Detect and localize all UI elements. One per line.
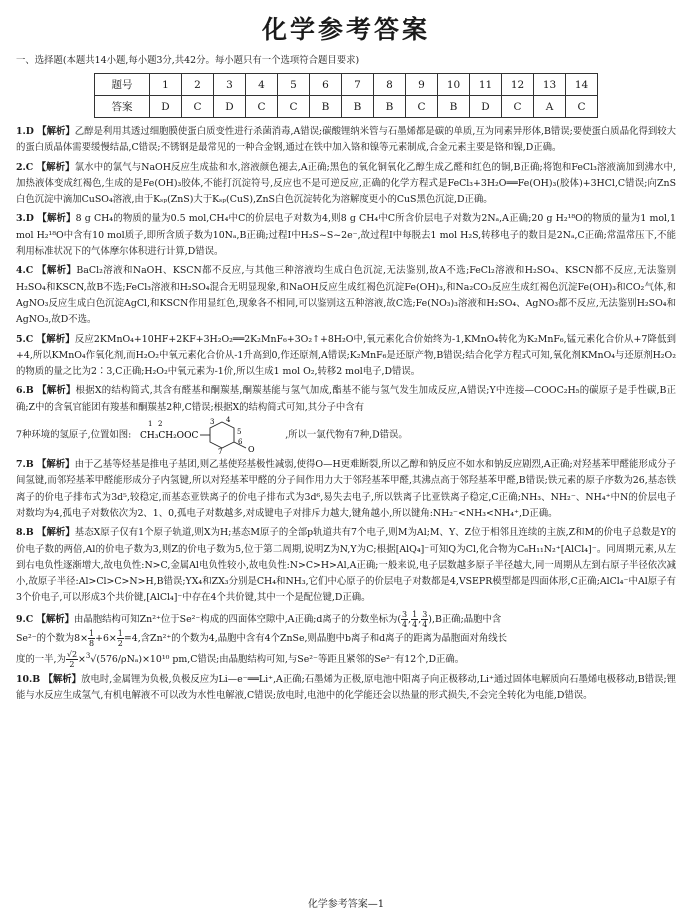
- item-head: 6.B 【解析】: [16, 385, 76, 397]
- denominator: 4: [412, 619, 418, 629]
- question-number: 7: [342, 74, 374, 96]
- item-head: 2.C 【解析】: [16, 161, 75, 173]
- answer-cell: D: [150, 96, 182, 118]
- question-number: 8: [374, 74, 406, 96]
- answer-cell: C: [246, 96, 278, 118]
- row-header-question: 题号: [95, 74, 150, 96]
- answer-row: [95, 96, 598, 118]
- position-label: 1: [148, 420, 153, 429]
- numerator: √2: [66, 649, 78, 659]
- explanation-5: [16, 332, 676, 381]
- item-text: 乙醇是利用其透过细胞膜使蛋白质变性进行杀菌消毒,A错误;碳酸锂纳米管与石墨烯都是碳的单质,互为同素异形体,B错误;要使蛋白质晶化得到较大的蛋白质晶体需要缓慢结晶,C错误;不锈钢是最常见的一种合金钢,通过在铁中加入铬和镍等元素制成,合金元素主要是铬和镍,D正确。: [16, 126, 676, 154]
- answer-table: [94, 73, 598, 118]
- item-text: 根据X的结构简式,其含有醛基和酮羰基,酮羰基能与氢气加成,酯基不能与氢气发生加成反应,A错误;Y中连接—COOC₂H₅的碳原子是手性碳,B正确;Z中的含氧官能团有羧基和酮羰基2种,C错误;根据X的结构简式可知,其分子中含有: [16, 385, 676, 413]
- item-text: BaCl₂溶液和NaOH、KSCN都不反应,与其他三种溶液均生成白色沉淀,无法鉴别,故A不选;FeCl₂溶液和H₂SO₄、KSCN都不反应,无法鉴别H₂SO₄和KSCN,故B不选;FeCl₃溶液和H₂SO₄混合无明显现象,和NaOH反应生成红褐色沉淀Fe(OH)₃,和Na₂CO₃反应生成红褐色沉淀Fe(OH)₃和CO₂气体,和AgNO₃反应生成白色沉淀AgCl,和KSCN作用显红色,现象各不相同,可以鉴别这五种溶液,故C选;Fe(NO₃)₃溶液和H₂SO₄、AgNO₃都不反应,无法鉴别H₂SO₄和AgNO₃,故D不选。: [16, 265, 677, 326]
- fraction: [411, 610, 418, 629]
- item-head: 4.C 【解析】: [16, 265, 77, 277]
- denominator: 8: [89, 638, 95, 648]
- oxygen-label: O: [248, 445, 255, 455]
- fraction: [421, 610, 428, 629]
- explanation-3: [16, 211, 676, 260]
- item-head: 3.D 【解析】: [16, 213, 76, 225]
- item-text: 8 g CH₄的物质的量为0.5 mol,CH₄中C的价层电子对数为4,则8 g CH₄中C所含价层电子对数为2Nₐ,A正确;20 g H₂¹⁸O的物质的量为1 mol,1 mol H₂¹⁸O中含有10 mol质子,即所含质子数为10Nₐ,B正确;过程Ⅰ中H₂S~S~2e⁻,故过程Ⅰ中每脱去1 mol H₂S,转移电子的数目是2Nₐ,C正确;常温常压下,不能利用标准状况下的气体摩尔体积进行计算,D错误。: [16, 213, 676, 258]
- fraction: [66, 650, 78, 669]
- cube-root-expression: √(576/ρNₐ): [90, 653, 143, 665]
- position-label: 4: [226, 416, 231, 425]
- explanation-4: [16, 263, 676, 328]
- item-text: +6×: [95, 632, 117, 644]
- question-number: 5: [278, 74, 310, 96]
- numerator: 3: [402, 609, 408, 619]
- answer-cell: B: [310, 96, 342, 118]
- question-number: 1: [150, 74, 182, 96]
- position-label: 2: [158, 420, 163, 429]
- item-text: 放电时,金属锂为负极,负极反应为Li—e⁻══Li⁺,A正确;石墨烯为正极,原电池中阳离子向正极移动,Li⁺通过固体电解质向石墨烯电极移动,B错误;锂能与水反应生成氢气,有机电解液不可以改为水性电解液,C错误;放电时,电池中的化学能还会以热量的形式损失,不会完全转化为电能,D错误。: [16, 673, 677, 702]
- fraction: [401, 610, 408, 629]
- explanation-1: [16, 124, 676, 157]
- item-head: 1.D 【解析】: [16, 126, 75, 137]
- ester-group-label: CH₃CH₂OOC: [140, 431, 199, 442]
- explanation-9: 9.C 【解析】由晶胞结构可知Zn²⁺位于Se²⁻构成的四面体空隙中,A正确;d离子的分数坐标为( $\frac{3}{4}$ , $\frac{1}{4}$ , $\frac{3}{4}$ ),B正确;晶胞中含 Se²⁻的个数为8× $\frac{1}{8}$ +6× $\frac{1}{2}$ =4,含Zn²⁺的个数为4,晶胞中含有4个ZnSe,则晶胞中b离子和d离子的距离为晶胞面对角线长 度的一半,为 $\frac{√2}{2}$ ×$^3$√(576/ρNₐ)×10¹⁰ pm,C错误;由晶胞结构可知,与Se²⁻等距且紧邻的Se²⁻有12个,D正确。: [16, 609, 507, 669]
- item-head: 10.B 【解析】: [16, 673, 82, 685]
- numerator: 1: [89, 628, 95, 638]
- page-title: 化学参考答案: [261, 15, 430, 44]
- item-text: ,所以一氯代物有7种,D错误。: [285, 429, 408, 441]
- explanation-6: [16, 383, 676, 454]
- denominator: 4: [422, 619, 428, 629]
- answer-cell: B: [342, 96, 374, 118]
- answer-cell: C: [182, 96, 214, 118]
- row-header-answer: 答案: [95, 96, 150, 118]
- item-head: 9.C 【解析】: [16, 613, 75, 625]
- question-number: 2: [182, 74, 214, 96]
- item-head: 7.B 【解析】: [16, 459, 75, 471]
- answer-cell: C: [566, 96, 598, 118]
- answer-cell: C: [502, 96, 534, 118]
- position-label: 3: [210, 418, 215, 427]
- answer-cell: A: [534, 96, 566, 118]
- question-number: 3: [214, 74, 246, 96]
- item-text: 氯水中的氯气与NaOH反应生成盐和水,溶液颜色褪去,A正确;黑色的氧化铜氧化乙醇生成乙醛和红色的铜,B正确;将饱和FeCl₃溶液滴加到沸水中,加热液体变成红褐色,生成的是Fe(OH)₃胶体,不能打沉淀符号,反应也不是可逆反应,正确的化学方程式是FeCl₃+3H₂O══Fe(OH)₃(胶体)+3HCl,C错误;向ZnS白色沉淀中滴加CuSO₄溶液,由于Kₛₚ(ZnS)大于Kₛₚ(CuS),ZnS白色沉淀转化为溶解度更小的CuS黑色沉淀,D正确。: [16, 161, 677, 206]
- numerator: 1: [412, 609, 418, 619]
- explanations: [16, 124, 676, 704]
- item-text: ×10¹⁰ pm,C错误;由晶胞结构可知,与Se²⁻等距且紧邻的Se²⁻有12个,D正确。: [142, 653, 465, 665]
- answer-cell: D: [470, 96, 502, 118]
- answer-cell: D: [214, 96, 246, 118]
- question-number: 4: [246, 74, 278, 96]
- item-text: Se²⁻的个数为8×: [16, 632, 88, 644]
- answer-cell: B: [374, 96, 406, 118]
- item-text: 7种环境的氢原子,位置如图:: [16, 429, 132, 441]
- page-footer: 化学参考答案—1: [307, 899, 385, 910]
- explanation-8: [16, 525, 676, 606]
- question-number: 14: [566, 74, 598, 96]
- question-number: 11: [470, 74, 502, 96]
- item-text: 反应2KMnO₄+10HF+2KF+3H₂O₂══2K₂MnF₆+3O₂↑+8H₂O中,氧元素化合价始终为-1,KMnO₄转化为K₂MnF₆,锰元素化合价从+7降低到+4,所以KMnO₄作氧化剂,而H₂O₂中氧元素化合价从-1升高到0,作还原剂,A错误;K₂MnF₆是还原产物,B错误;结合化学方程式可知,氧化剂KMnO₄与还原剂H₂O₂的物质的量之比为2∶3,C正确;H₂O₂中氧元素为-1价,所以生成1 mol O₂,转移2 mol电子,D错误。: [16, 333, 676, 378]
- question-number-row: [95, 74, 598, 96]
- question-number: 12: [502, 74, 534, 96]
- item-text: 度的一半,为: [16, 653, 66, 665]
- answer-cell: C: [406, 96, 438, 118]
- section-heading: 一、选择题(本题共14小题,每小题3分,共42分。每小题只有一个选项符合题目要求): [16, 55, 360, 66]
- item-head: 8.B 【解析】: [16, 527, 75, 539]
- question-number: 13: [534, 74, 566, 96]
- explanation-10: [16, 672, 676, 705]
- denominator: 2: [117, 638, 123, 648]
- position-label: 7: [218, 448, 223, 455]
- answer-cell: B: [438, 96, 470, 118]
- numerator: 1: [117, 628, 123, 638]
- answer-cell: C: [278, 96, 310, 118]
- question-number: 10: [438, 74, 470, 96]
- item-text: =4,含Zn²⁺的个数为4,晶胞中含有4个ZnSe,则晶胞中b离子和d离子的距离为晶胞面对角线长: [123, 632, 507, 644]
- question-number: 9: [406, 74, 438, 96]
- explanation-7: [16, 457, 676, 522]
- position-label: 5: [237, 428, 242, 437]
- hydrogen-environment-structure: [138, 416, 278, 454]
- item-head: 5.C 【解析】: [16, 333, 75, 345]
- fraction: [117, 629, 124, 648]
- item-text: 由于乙基等烃基是推电子基团,则乙基使羟基极性减弱,使得O—H更难断裂,所以乙醇和钠反应不如水和钠反应剧烈,A正确;对羟基苯甲醛能形成分子间氢键,而邻羟基苯甲醛能形成分子内氢键,所以对羟基苯甲醛的分子间作用力大于邻羟基苯甲醛,其沸点高于邻羟基苯甲醛,B错误;铁元素的原子序数为26,基态铁离子的价电子排布式为3d⁵,较稳定,而基态亚铁离子的价电子排布式为3d⁶,易失去电子,所以铁离子比亚铁离子稳定,C正确;NH₃、NH₂⁻、NH₄⁺中N的价层电子对数均为4,孤电子对数依次为2、1、0,孤电子对数越多,对成键电子对排斥力越大,键角越小,所以键角:NH₂⁻<NH₃<NH₄⁺,D正确。: [16, 459, 676, 519]
- denominator: 4: [402, 619, 408, 629]
- item-text: 基态X原子仅有1个原子轨道,则X为H;基态M原子的全部p轨道共有7个电子,则M为Al;M、Y、Z位于相邻且连续的主族,Z和M的价电子总数是Y的价电子数的两倍,Al的价电子数为3,则Z的价电子数为5,位于第二周期,说明Z为N,Y为C;根据[AlQ₄]⁻可知Q为Cl,化合物为C₆H₁₁N₂⁺[AlCl₄]⁻。同周期元素,从左到右电负性逐渐增大,故电负性:N>C,金属Al电负性较小,故电负性:N>C>H>Al,A正确;一般来说,电子层数越多原子半径越大,同一周期从左到右原子半径依次减小,故原子半径:Al>Cl>C>N>H,B错误;YX₄和ZX₃分别是CH₄和NH₃,它们中心原子的价层电子对数都是4,VSEPR模型都是四面体形,C正确;AlCl₄⁻中Al原子有3个价电子,可以形成3个共价键,[AlCl₄]⁻中存在4个共价键,其中一个是配位键,D正确。: [16, 527, 676, 604]
- denominator: 2: [69, 659, 75, 669]
- numerator: 3: [422, 609, 428, 619]
- question-number: 6: [310, 74, 342, 96]
- item-text: ,B正确;晶胞中含: [431, 613, 502, 625]
- position-label: 6: [238, 438, 243, 447]
- item-text: 由晶胞结构可知Zn²⁺位于Se²⁻构成的四面体空隙中,A正确;d离子的分数坐标为: [74, 613, 398, 625]
- explanation-2: [16, 160, 676, 209]
- root-index: 3: [85, 651, 91, 660]
